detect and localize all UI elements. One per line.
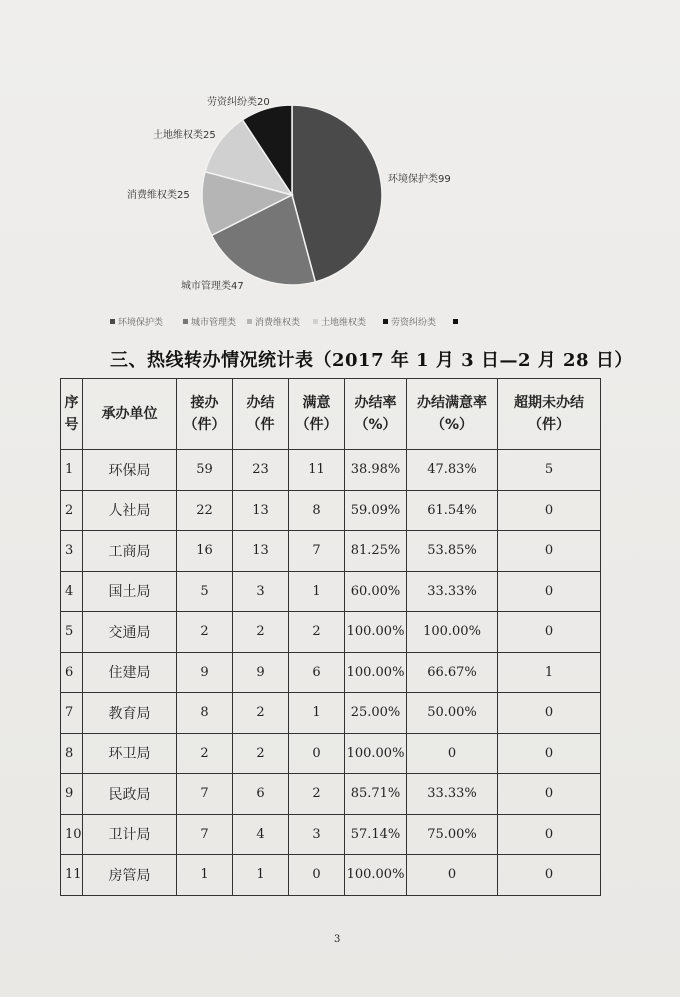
cell-satisfaction-rate: 61.54% [407, 490, 498, 531]
header-completion-rate [345, 379, 407, 450]
header-overdue-line: 超期未办结 [514, 395, 584, 411]
legend-entry: 劳资纠纷类 [391, 318, 437, 328]
table-row [61, 693, 601, 734]
header-overdue [498, 379, 601, 450]
cell-satisfied: 8 [289, 490, 345, 531]
header-satisfaction-rate-line: 办结满意率 [417, 395, 487, 411]
cell-received: 7 [177, 774, 233, 815]
cell-unit: 环保局 [83, 450, 177, 491]
pie-legend [110, 316, 458, 328]
pie-chart [0, 0, 680, 340]
pie-slices [202, 105, 382, 285]
table-row [61, 571, 601, 612]
cell-overdue: 0 [498, 693, 601, 734]
cell-unit: 环卫局 [83, 733, 177, 774]
cell-seq: 5 [61, 612, 83, 653]
cell-completed: 2 [233, 612, 289, 653]
cell-seq: 10 [61, 814, 83, 855]
table-row [61, 450, 601, 491]
cell-received: 1 [177, 855, 233, 896]
cell-completion-rate: 60.00% [345, 571, 407, 612]
cell-satisfied: 2 [289, 774, 345, 815]
cell-completed: 2 [233, 693, 289, 734]
header-seq-line: 序 [64, 395, 79, 411]
header-satisfied [289, 379, 345, 450]
cell-unit: 房管局 [83, 855, 177, 896]
cell-completion-rate: 100.00% [345, 612, 407, 653]
cell-unit: 工商局 [83, 531, 177, 572]
cell-completed: 13 [233, 490, 289, 531]
cell-completed: 9 [233, 652, 289, 693]
table-header-row [61, 379, 601, 450]
cell-overdue: 0 [498, 774, 601, 815]
cell-satisfaction-rate: 66.67% [407, 652, 498, 693]
cell-satisfied: 1 [289, 693, 345, 734]
pie-data-label: 土地维权类25 [153, 130, 216, 141]
table-row [61, 855, 601, 896]
legend-swatch [383, 319, 388, 324]
legend-swatch [247, 319, 252, 324]
table-row [61, 652, 601, 693]
cell-completion-rate: 25.00% [345, 693, 407, 734]
cell-seq: 11 [61, 855, 83, 896]
header-seq [61, 379, 83, 450]
cell-overdue: 0 [498, 814, 601, 855]
cell-completed: 6 [233, 774, 289, 815]
legend-swatch [183, 319, 188, 324]
cell-satisfied: 0 [289, 855, 345, 896]
cell-received: 16 [177, 531, 233, 572]
header-completed-line: 办结 [246, 395, 275, 411]
cell-overdue: 1 [498, 652, 601, 693]
cell-satisfied: 11 [289, 450, 345, 491]
cell-satisfied: 6 [289, 652, 345, 693]
cell-satisfaction-rate: 75.00% [407, 814, 498, 855]
header-received [177, 379, 233, 450]
cell-unit: 人社局 [83, 490, 177, 531]
cell-received: 2 [177, 612, 233, 653]
cell-satisfied: 0 [289, 733, 345, 774]
cell-seq: 3 [61, 531, 83, 572]
header-completion-rate-line: （%） [354, 417, 397, 433]
cell-completion-rate: 59.09% [345, 490, 407, 531]
cell-satisfaction-rate: 47.83% [407, 450, 498, 491]
cell-satisfaction-rate: 0 [407, 733, 498, 774]
cell-completed: 13 [233, 531, 289, 572]
cell-overdue: 0 [498, 531, 601, 572]
table-row [61, 774, 601, 815]
cell-completed: 2 [233, 733, 289, 774]
table-row [61, 612, 601, 653]
cell-seq: 1 [61, 450, 83, 491]
legend-swatch [110, 319, 115, 324]
cell-completed: 3 [233, 571, 289, 612]
cell-completion-rate: 100.00% [345, 652, 407, 693]
legend-entry: 城市管理类 [191, 318, 237, 328]
cell-completion-rate: 100.00% [345, 855, 407, 896]
header-received-line: 接办 [190, 395, 219, 411]
cell-overdue: 5 [498, 450, 601, 491]
table-body [61, 450, 601, 896]
pie-data-label: 环境保护类99 [388, 174, 451, 185]
header-satisfied-line: 满意 [302, 395, 331, 411]
cell-unit: 国土局 [83, 571, 177, 612]
cell-satisfied: 3 [289, 814, 345, 855]
cell-overdue: 0 [498, 855, 601, 896]
cell-overdue: 0 [498, 571, 601, 612]
table-row [61, 814, 601, 855]
legend-entry: 土地维权类 [321, 318, 367, 328]
header-completed-line: （件 [246, 417, 275, 433]
header-satisfied-line: （件） [295, 417, 338, 433]
cell-unit: 教育局 [83, 693, 177, 734]
cell-overdue: 0 [498, 490, 601, 531]
header-unit [83, 379, 177, 450]
header-unit-line: 承办单位 [101, 406, 158, 422]
pie-data-label: 劳资纠纷类20 [207, 97, 270, 108]
legend-swatch [313, 319, 318, 324]
cell-satisfaction-rate: 53.85% [407, 531, 498, 572]
cell-received: 9 [177, 652, 233, 693]
cell-completion-rate: 85.71% [345, 774, 407, 815]
page-number: 3 [334, 934, 341, 945]
cell-satisfied: 2 [289, 612, 345, 653]
cell-satisfaction-rate: 100.00% [407, 612, 498, 653]
cell-seq: 2 [61, 490, 83, 531]
header-received-line: （件） [183, 417, 226, 433]
pie-data-label: 消费维权类25 [127, 190, 190, 201]
table-row [61, 733, 601, 774]
legend-entry: 环境保护类 [118, 318, 164, 328]
cell-received: 22 [177, 490, 233, 531]
cell-satisfaction-rate: 0 [407, 855, 498, 896]
cell-completion-rate: 57.14% [345, 814, 407, 855]
cell-completion-rate: 81.25% [345, 531, 407, 572]
cell-satisfaction-rate: 33.33% [407, 774, 498, 815]
cell-seq: 6 [61, 652, 83, 693]
legend-entry: 消费维权类 [255, 318, 301, 328]
cell-seq: 9 [61, 774, 83, 815]
cell-satisfied: 7 [289, 531, 345, 572]
cell-completion-rate: 100.00% [345, 733, 407, 774]
cell-unit: 民政局 [83, 774, 177, 815]
cell-completion-rate: 38.98% [345, 450, 407, 491]
cell-overdue: 0 [498, 612, 601, 653]
pie-data-label: 城市管理类47 [181, 281, 244, 292]
cell-satisfaction-rate: 33.33% [407, 571, 498, 612]
cell-seq: 4 [61, 571, 83, 612]
cell-received: 59 [177, 450, 233, 491]
table-row [61, 490, 601, 531]
legend-swatch [453, 319, 458, 324]
cell-overdue: 0 [498, 733, 601, 774]
cell-unit: 交通局 [83, 612, 177, 653]
cell-seq: 7 [61, 693, 83, 734]
cell-seq: 8 [61, 733, 83, 774]
header-seq-line: 号 [64, 417, 79, 433]
header-satisfaction-rate-line: （%） [430, 417, 474, 433]
cell-received: 2 [177, 733, 233, 774]
cell-satisfaction-rate: 50.00% [407, 693, 498, 734]
hotline-stats-table [60, 378, 601, 896]
cell-completed: 1 [233, 855, 289, 896]
cell-received: 7 [177, 814, 233, 855]
header-overdue-line: （件） [528, 417, 570, 433]
header-completed [233, 379, 289, 450]
header-satisfaction-rate [407, 379, 498, 450]
section-title: 三、热线转办情况统计表（2017 年 1 月 3 日—2 月 28 日） [110, 350, 633, 371]
header-completion-rate-line: 办结率 [354, 395, 397, 411]
cell-satisfied: 1 [289, 571, 345, 612]
cell-unit: 卫计局 [83, 814, 177, 855]
cell-completed: 23 [233, 450, 289, 491]
table-row [61, 531, 601, 572]
cell-completed: 4 [233, 814, 289, 855]
cell-unit: 住建局 [83, 652, 177, 693]
cell-received: 8 [177, 693, 233, 734]
cell-received: 5 [177, 571, 233, 612]
